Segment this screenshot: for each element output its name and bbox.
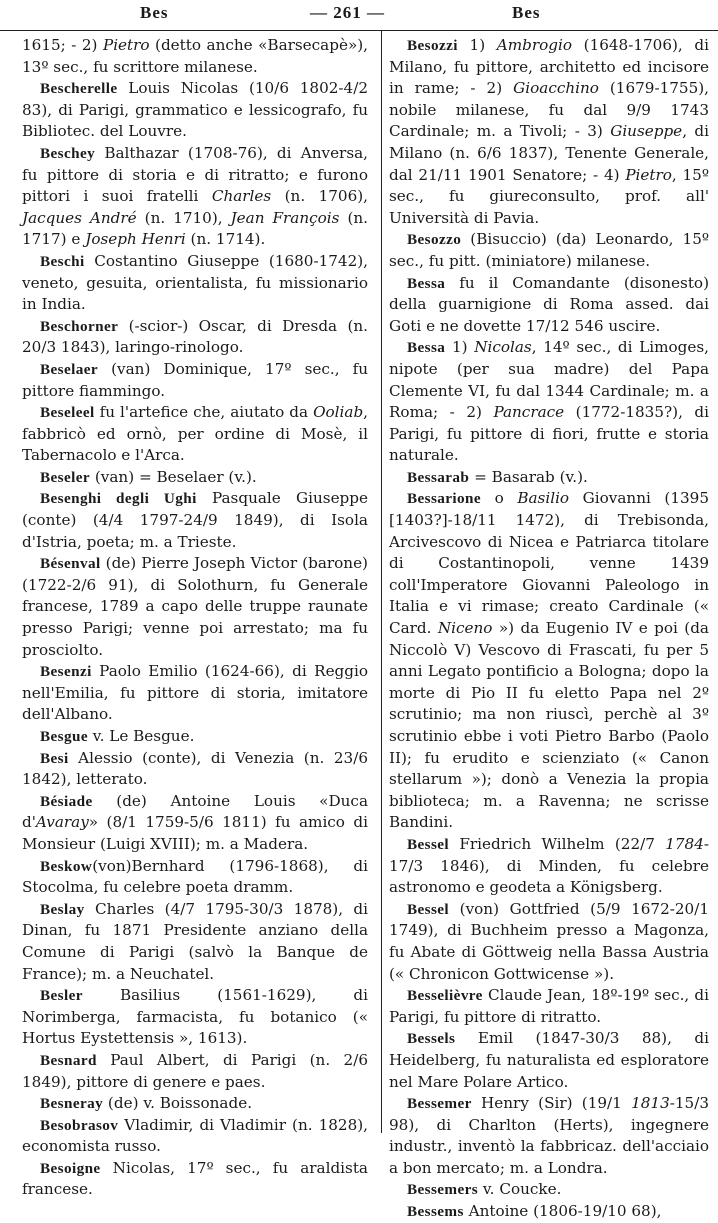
dictionary-entry [22,856,368,899]
entry-headword: Bessel [407,900,450,918]
entry-text: = Basarab (v.). [469,467,588,486]
entry-text: (1679-1755), nobile milanese, fu dal 9/9 1743 Cardinale; m. a Tivoli; - 3) [389,79,709,141]
page-number: — 261 — [310,3,385,22]
dictionary-entry [389,985,709,1028]
entry-italic-text: Giuseppe [610,122,683,141]
entry-italic-text: Niceno [437,619,493,638]
entry-headword: Besgue [40,728,88,745]
dictionary-entry [22,402,368,467]
entry-headword: Besi [40,749,69,767]
dictionary-entry [22,553,368,661]
entry-text: (n. 1710), [136,208,231,227]
header-left-word: Bes [140,3,169,22]
entry-headword: Besoigne [40,1159,101,1177]
entry-headword: Bescherelle [40,80,118,98]
entry-text: Basilius (1561-1629), di Norimberga, farmacista, fu botanico (« Hortus Eystettensis », 1613). [22,986,368,1048]
entry-text: Pasquale Giuseppe (conte) (4/4 1797-24/9 1849), di Isola d'Istria, poeta; m. a Trieste. [22,489,368,551]
dictionary-entry [389,834,709,899]
entry-text: (detto anche «Barsecapè»), 13º sec., fu scrittore milanese. [22,36,368,76]
dictionary-entry [389,273,709,338]
column-divider [381,31,382,1133]
entry-text: Claude Jean, 18º-19º sec., di Parigi, fu pittore di ritratto. [389,986,709,1026]
entry-italic-text: Nicolas [474,338,532,357]
entry-italic-text: Ambrogio [496,36,572,54]
entry-text: Nicolas, 17º sec., fu araldista francese. [22,1158,368,1199]
entry-headword: Beschi [40,252,85,270]
entry-italic-text: Jacques André [22,208,137,227]
entry-text: Henry (Sir) (19/1 [471,1094,632,1113]
entry-text: fu l'artefice che, aiutato da [94,403,314,422]
entry-italic-text: Pancrace [493,403,565,422]
entry-text: 1) [445,338,475,357]
entry-headword: Bessels [407,1030,456,1048]
entry-text: (n. 1714). [185,230,266,249]
dictionary-entry [22,791,368,856]
entry-text: (1648-1706), di Milano, fu pittore, architetto ed incisore in rame; - 2) [389,36,709,98]
entry-text: (van) = Beselaer (v.). [90,467,257,486]
dictionary-entry [389,1201,709,1223]
entry-text: o [481,489,518,508]
dictionary-entry [22,748,368,791]
entry-headword: Bessa [407,274,446,292]
entry-headword: Bessa [407,339,446,357]
entry-text: (de) v. Boissonade. [103,1094,253,1113]
entry-text: , 15º sec., fu giureconsulto, prof. all' Università di Pavia. [389,165,709,227]
entry-text: (1772-1835?), di Parigi, fu pittore di fiori, frutte e storia naturale. [389,403,709,465]
entry-text: (van) Dominique, 17º sec., fu pittore fiammingo. [22,359,368,400]
dictionary-entry [389,337,709,467]
dictionary-entry [22,78,368,143]
entry-text: Charles (4/7 1795-30/3 1878), di Dinan, fu 1871 Presidente anziano della Comune di Parigi (salvò la Banque de France); m. a Neuchatel. [22,899,368,983]
entry-headword: Bessems [407,1203,464,1221]
dictionary-entry [22,1093,368,1115]
entry-headword: Beschey [40,144,96,162]
dictionary-entry [389,1179,709,1201]
entry-headword: Beseler [40,468,91,486]
dictionary-entry [389,1028,709,1093]
dictionary-entry [22,1158,368,1201]
entry-headword: Bésiade [40,792,93,810]
entry-italic-text: Jean François [230,208,340,227]
entry-headword: Besler [40,987,83,1005]
entry-headword: Besozzo [407,231,462,249]
entry-text: 1) [457,36,497,54]
entry-text: (n. 1706), [271,187,368,206]
entry-text: v. Le Besgue. [87,727,195,745]
entry-text: ») da Eugenio IV e poi (da Niccolò V) Vescovo di Frascati, fu per 5 anni Legato pontificio a Bologna; dopo la morte di Pio II fu eletto Papa nel 2º scrutinio; ma non riuscì, perchè al 3º scrutinio ebbe i voti Pietro Barbo (Paolo II); fu erudito e scienziato (« Canon stellarum »); donò a Venezia la propia biblioteca; m. a Ravenna; ne scrisse Bandini. [389,619,709,832]
entry-headword: Beslay [40,900,85,918]
entry-headword: Beseleel [40,404,95,422]
entry-text: Antoine (1806-19/10 68), [463,1202,662,1221]
entry-italic-text: Avaray [35,813,89,832]
entry-headword: Bésenval [40,555,101,573]
dictionary-entry [22,251,368,316]
entry-headword: Besenghi degli Ughi [40,490,197,508]
entry-text: (von) Gottfried (5/9 1672-20/1 1749), di Buchheim presso a Magonza, fu Abate di Göttweig nella Bassa Austria (« Chronicon Gottwicense »). [389,899,709,983]
entry-italic-text: Pietro [625,165,672,184]
entry-italic-text: 1813 [631,1094,670,1113]
entry-headword: Beselaer [40,360,99,378]
dictionary-entry [389,229,709,272]
right-column [389,35,709,1223]
entry-text: Louis Nicolas (10/6 1802-4/2 83), di Parigi, grammatico e lessicografo, fu Bibliotec. del Louvre. [22,79,368,141]
entry-text: fu il Comandante (disonesto) della guarnigione di Roma assed. dai Goti e ne dovette 17/12 546 uscire. [389,273,709,335]
entry-text: -17/3 1846), di Minden, fu celebre astronomo e geodeta a Königsberg. [389,834,709,897]
entry-headword: Besneray [40,1095,104,1113]
entry-headword: Bessemers [407,1181,479,1199]
dictionary-entry [22,899,368,985]
entry-headword: Besselièvre [407,987,483,1005]
entry-text: Paolo Emilio (1624-66), di Reggio nell'Emilia, fu pittore di storia, imitatore dell'Albano. [22,662,368,724]
entry-text: Friedrich Wilhelm (22/7 [449,834,666,853]
entry-headword: Bessemer [407,1095,472,1113]
entry-headword: Beschorner [40,317,119,335]
entry-italic-text: Basilio [517,489,570,508]
entry-text: (de) Pierre Joseph Victor (barone) (1722-2/6 91), di Solothurn, fu Generale francese, 1789 a capo delle truppe raunate presso Parigi; venne poi arrestato; ma fu prosciolto. [22,554,368,659]
entry-text: Alessio (conte), di Venezia (n. 23/6 1842), letterato. [22,748,368,789]
entry-italic-text: Charles [211,187,272,206]
entry-text: (de) Antoine Louis «Duca d' [22,791,368,832]
entry-text: Balthazar (1708-76), di Anversa, fu pittore di storia e di ritratto; e furono pittori i suoi fratelli [22,143,368,206]
entry-headword: Bessarione [407,490,482,508]
dictionary-entry [22,726,368,748]
entry-text: (-scior-) Oscar, di Dresda (n. 20/3 1843), laringo-rinologo. [22,316,368,357]
entry-italic-text: Gioacchino [513,79,599,98]
entry-text: , di Milano (n. 6/6 1837), Tenente Generale, dal 21/11 1901 Senatore; - 4) [389,122,709,184]
dictionary-entry [22,985,368,1050]
dictionary-entry [389,467,709,489]
dictionary-entry [22,1050,368,1093]
entry-text: (n. 1717) e [22,208,368,249]
entry-text: Giovanni (1395 [1403?]-18/11 1472), di Trebisonda, Arcivescovo di Nicea e Patriarca titolare di Costantinopoli, venne 1439 coll'Imperatore Giovanni Paleologo in Italia e vi rimase; creato Cardinale (« Card. [389,489,709,638]
entry-headword: Besobrasov [40,1116,119,1134]
dictionary-entry [389,35,709,229]
running-header [0,0,718,31]
entry-text: Emil (1847-30/3 88), di Heidelberg, fu naturalista ed esploratore nel Mare Polare Artico. [389,1029,709,1091]
entry-text: Vladimir, di Vladimir (n. 1828), economista russo. [22,1115,368,1156]
entry-text: , fabbricò ed ornò, per ordine di Mosè, il Tabernacolo e l'Arca. [22,403,368,465]
dictionary-entry [22,359,368,402]
dictionary-entry [22,143,368,251]
entry-text: Costantino Giuseppe (1680-1742), veneto, gesuita, orientalista, fu missionario in India. [22,251,368,314]
dictionary-entry [389,899,709,985]
left-column [22,35,368,1201]
entry-text: 1615; - 2) [22,36,103,54]
entry-headword: Bessarab [407,468,470,486]
entry-text: v. Coucke. [478,1180,562,1199]
dictionary-entry [389,488,709,834]
entry-text: (von)Bernhard (1796-1868), di Stocolma, fu celebre poeta dramm. [22,856,368,897]
entry-headword: Besenzi [40,663,92,681]
dictionary-entry [22,316,368,359]
entry-text: » (8/1 1759-5/6 1811) fu amico di Monsieur (Luigi XVIII); m. a Madera. [22,813,368,853]
dictionary-entry [22,488,368,553]
entry-italic-text: 1784 [665,834,704,853]
dictionary-entry [22,661,368,726]
entry-text: , 14º sec., di Limoges, nipote (per sua madre) del Papa Clemente VI, fu dal 1344 Cardinale; m. a Roma; - 2) [389,338,709,422]
entry-text: (Bisuccio) (da) Leonardo, 15º sec., fu pitt. (miniatore) milanese. [389,230,709,270]
entry-text: Paul Albert, di Parigi (n. 2/6 1849), pittore di genere e paes. [22,1050,368,1091]
dictionary-entry [22,1115,368,1158]
dictionary-entry [22,35,368,78]
entry-headword: Besnard [40,1051,97,1069]
entry-italic-text: Ooliab [313,403,364,422]
dictionary-entry [22,467,368,489]
entry-headword: Besozzi [407,37,458,54]
dictionary-entry [389,1093,709,1179]
entry-italic-text: Joseph Henri [85,230,186,249]
header-right-word: Bes [512,3,541,22]
entry-text: -15/3 98), di Charlton (Herts), ingegnere industr., inventò la fabbricaz. dell'acciaio a bon mercato; m. a Londra. [389,1094,709,1177]
entry-headword: Bessel [407,835,450,853]
entry-headword: Beskow [40,857,93,875]
entry-italic-text: Pietro [102,36,150,54]
